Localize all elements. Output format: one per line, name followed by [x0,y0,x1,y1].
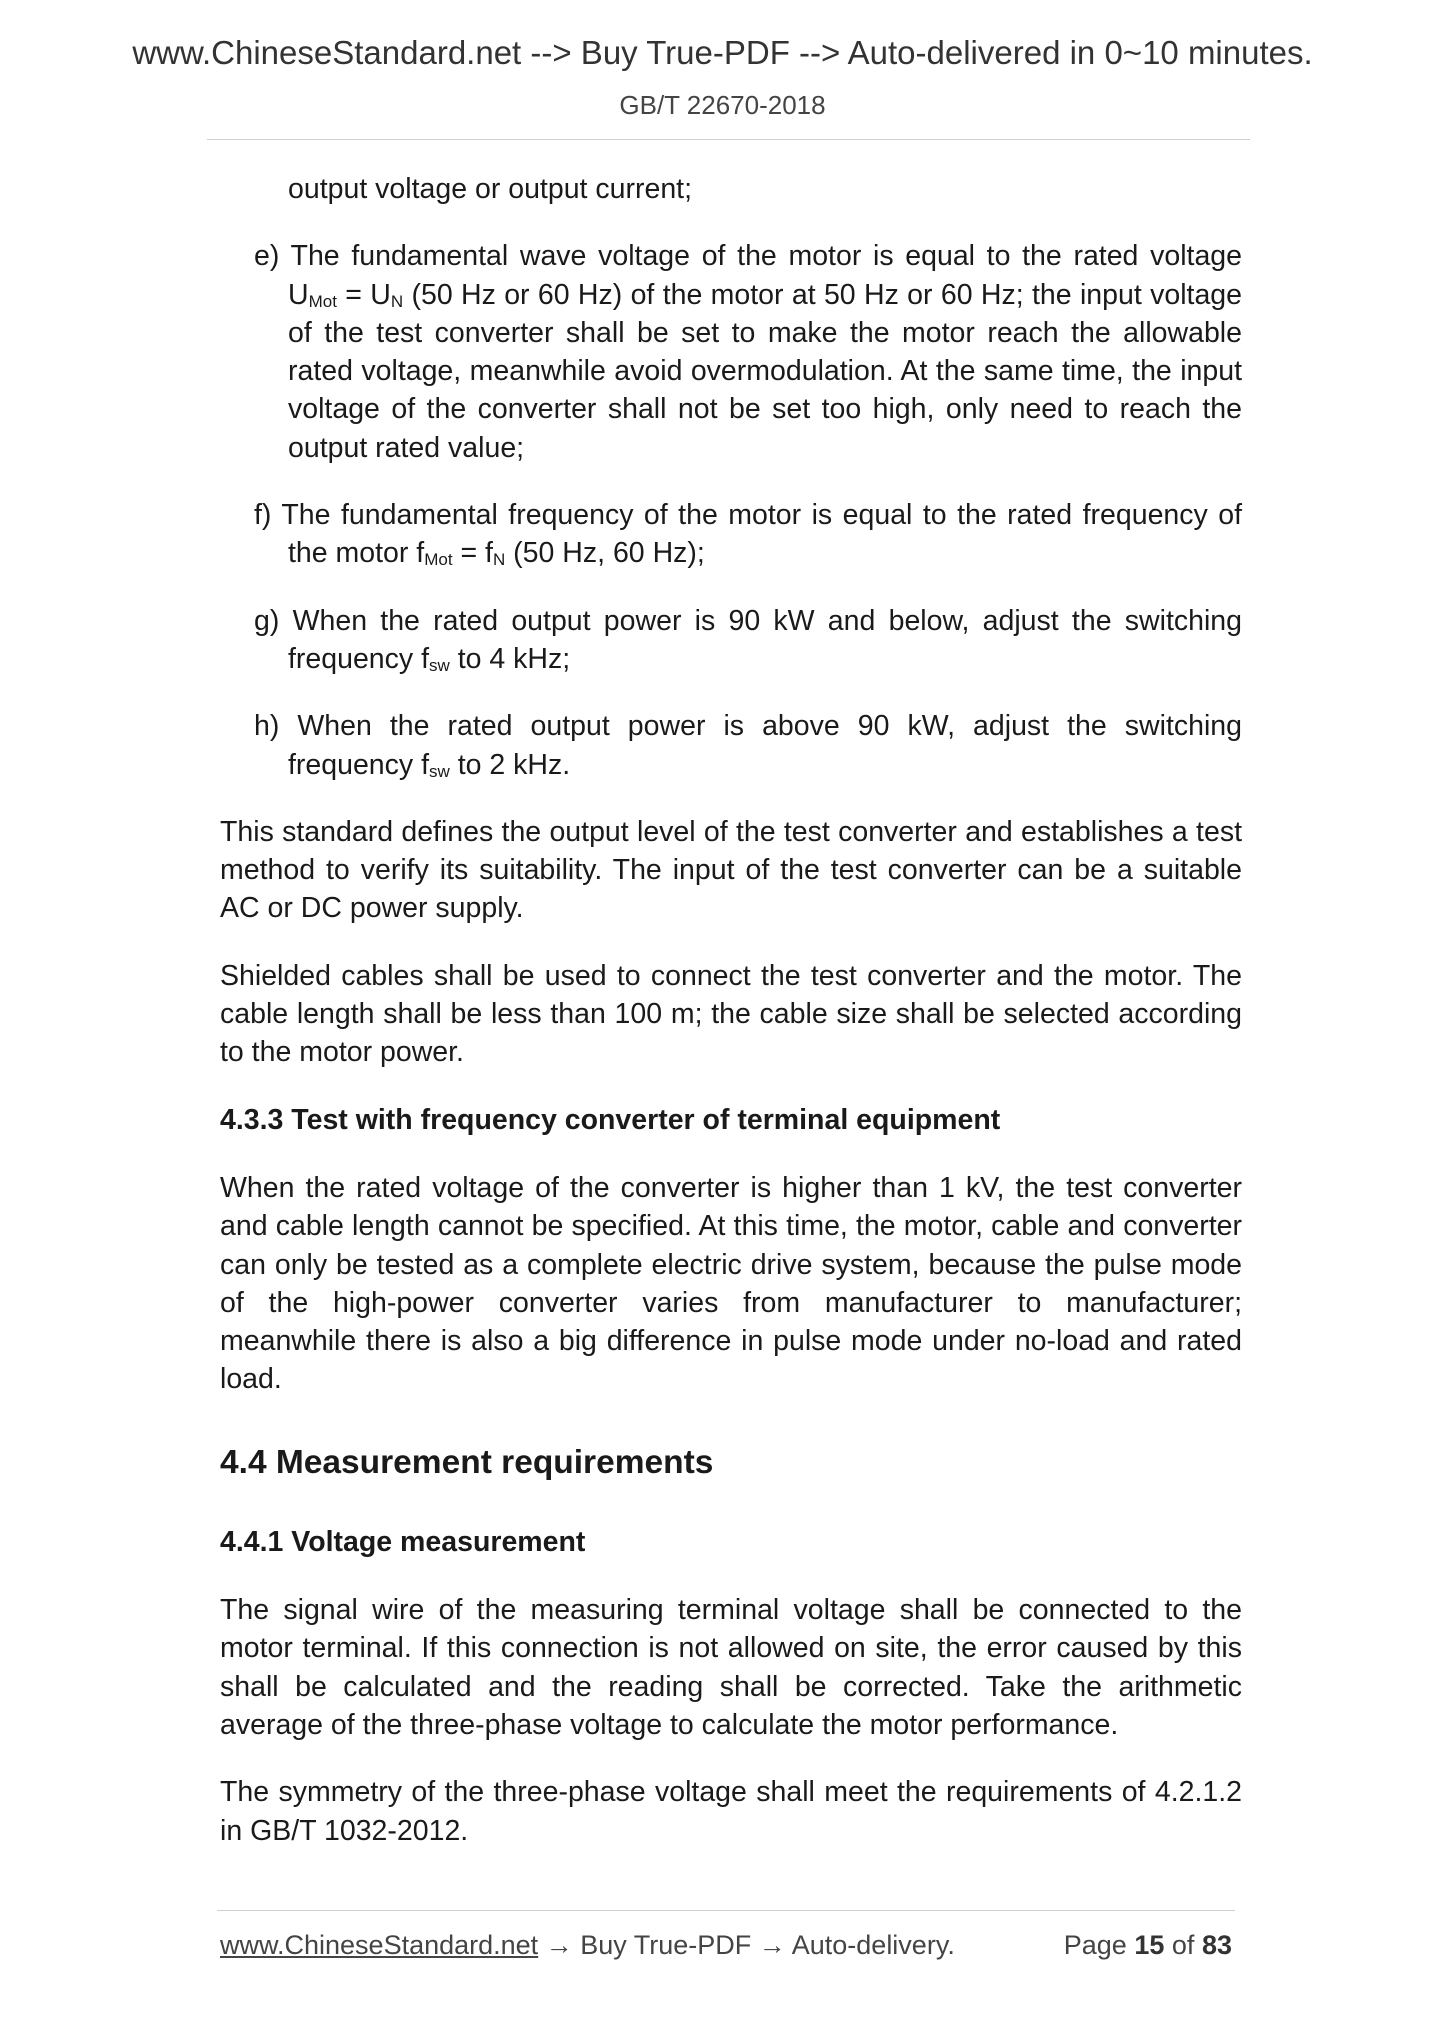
document-body [220,170,1242,1879]
list-label: h) [254,710,280,743]
list-item-f [220,496,1242,573]
item-text: = U [336,278,391,311]
continuation-text: output voltage or output current; [288,173,693,205]
item-text: = f [452,537,493,570]
item-text: The fundamental frequency of the motor is equal to the rated frequency of the motor f [281,499,1243,570]
footer-site-link[interactable]: www.ChineseStandard.net [220,1930,539,1960]
section-heading-4-4-1: 4.4.1 Voltage measurement [220,1525,586,1558]
subscript: N [492,550,506,570]
subscript: sw [429,655,450,675]
item-text: When the rated output power is above 90 kW, adjust the switching frequency f [288,710,1242,781]
list-item-e [220,237,1242,467]
page-total: 83 [1201,1930,1232,1960]
subscript: Mot [424,550,453,570]
list-label: g) [254,604,280,637]
of-word: of [1171,1930,1195,1960]
footer-trail: → Buy True-PDF → Auto-delivery. [538,1930,955,1960]
item-text: When the rated output power is 90 kW and below, adjust the switching frequency f [288,604,1243,675]
header-banner: www.ChineseStandard.net --> Buy True-PDF --> Auto-delivered in 0~10 minutes. [132,34,1313,71]
section-heading-4-3-3: 4.3.3 Test with frequency converter of terminal equipment [220,1103,1001,1136]
subscript: N [390,291,404,311]
page-indicator [1064,1930,1232,1961]
footer-divider [217,1910,1235,1911]
page-current: 15 [1134,1930,1165,1960]
section-heading-4-4: 4.4 Measurement requirements [220,1443,714,1481]
paragraph-terminal-equipment: When the rated voltage of the converter is higher than 1 kV, the test converter and cable length cannot be specified. At this time, the motor, cable and converter can only be tested as a complete electric drive system, because the pulse mode of the high-power converter varies from manufacturer to manufacturer; meanwhile there is also a big difference in pulse mode under no-load and rated load. [220,1171,1242,1396]
paragraph-test-converter-output: This standard defines the output level of the test converter and establishes a test method to verify its suitability. The input of the test converter can be a suitable AC or DC power supply. [220,815,1242,925]
subscript: Mot [308,291,337,311]
page-footer [220,1930,1232,1961]
list-label: e) [254,240,280,273]
item-text: to 2 kHz. [449,748,571,781]
paragraph-voltage-symmetry: The symmetry of the three-phase voltage shall meet the requirements of 4.2.1.2 in GB/T 1032-2012. [220,1776,1242,1847]
standard-number: GB/T 22670-2018 [619,90,826,120]
header-divider [207,139,1250,140]
list-label: f) [254,499,272,532]
footer-links [220,1930,955,1961]
paragraph-signal-wire: The signal wire of the measuring terminal voltage shall be connected to the motor terminal. If this connection is not allowed on site, the error caused by this shall be calculated and the reading shall be corrected. Take the arithmetic average of the three-phase voltage to calculate the motor performance. [220,1594,1242,1741]
item-text: The fundamental wave voltage of the motor is equal to the rated voltage U [288,240,1243,311]
subscript: sw [429,761,450,781]
item-text: to 4 kHz; [449,642,571,675]
list-item-g [220,602,1242,679]
page-word: Page [1063,1930,1127,1960]
paragraph-shielded-cables: Shielded cables shall be used to connect the test converter and the motor. The cable length shall be less than 100 m; the cable size shall be selected according to the motor power. [220,959,1242,1069]
list-item-h [220,707,1242,784]
item-text: (50 Hz, 60 Hz); [505,537,705,570]
item-text: (50 Hz or 60 Hz) of the motor at 50 Hz or 60 Hz; the input voltage of the test converter shall be set to make the motor reach the allowable rated voltage, meanwhile avoid overmodulation. At the same time, the input voltage of the converter shall not be set too high, only need to reach the output rated value; [288,278,1243,464]
